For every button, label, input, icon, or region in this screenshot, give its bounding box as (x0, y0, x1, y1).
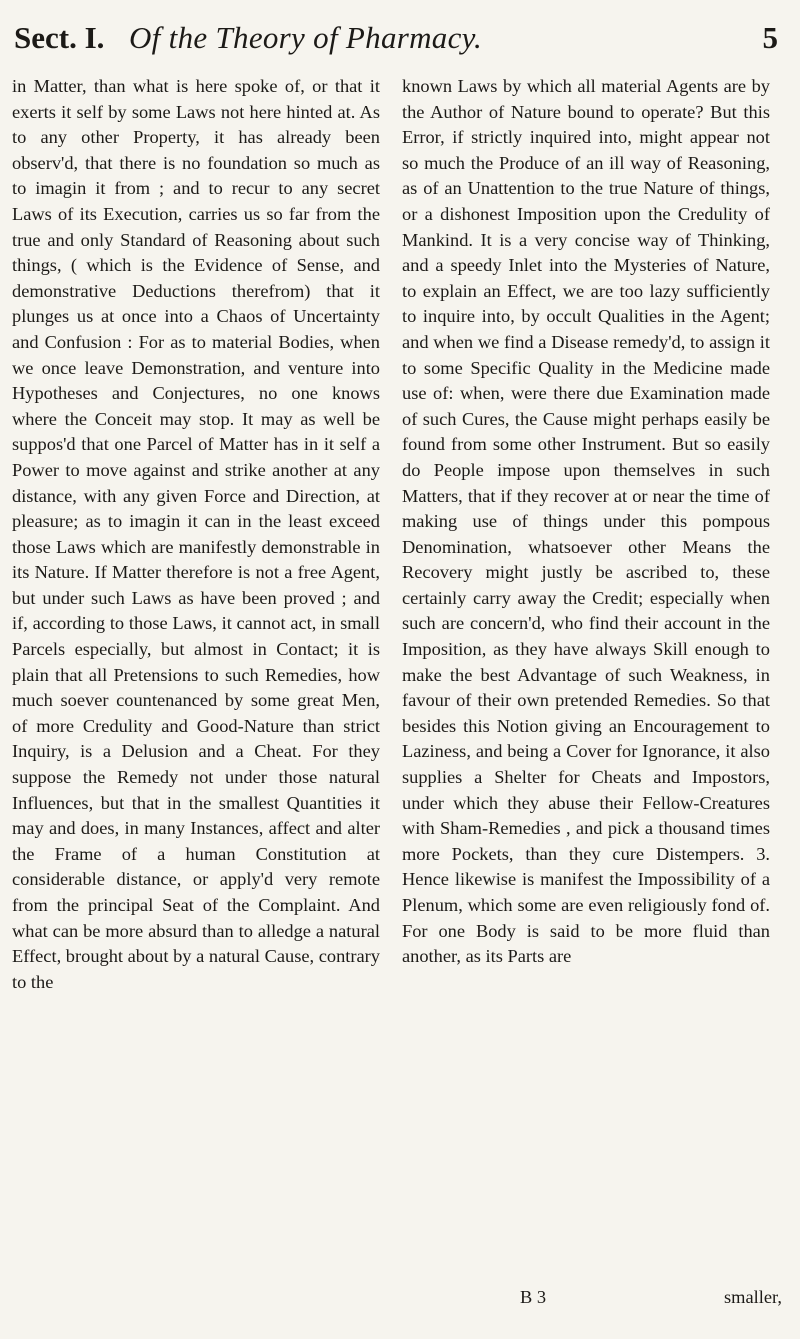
page-number: 5 (762, 20, 778, 55)
left-column (12, 74, 380, 995)
left-column-text: in Matter, than what is here spoke of, or that it exerts it self by some Laws not here hinted at. As to any other Property, it has already been observ'd, that there is no foundation so much as to imagin it from ; and to recur to any secret Laws of its Execution, carries us so far from the true and only Standard of Reasoning about such things, ( which is the Evidence of Sense, and demonstrative Deductions therefrom) that it plunges us at once into a Chaos of Uncertainty and Confusion : For as to material Bodies, when we once leave Demonstration, and venture into Hypotheses and Conjectures, no one knows where the Conceit may stop. It may as well be suppos'd that one Parcel of Matter has in it self a Power to move against and strike another at any distance, with any given Force and Direction, at pleasure; as to imagin it can in the least exceed those Laws which are manifestly demonstrable in its Nature. If Matter therefore is not a free Agent, but under such Laws as have been proved ; and if, according to those Laws, it cannot act, in small Parcels especially, but almost in Contact; it is plain that all Pretensions to such Remedies, how much soever countenanced by some great Men, of more Credulity and Good-Nature than strict Inquiry, is a Delusion and a Cheat. For they suppose the Remedy not under those natural Influences, but that in the smallest Quantities it may and does, in many Instances, affect and alter the Frame of a human Constitution at considerable distance, or apply'd very remote from the principal Seat of the Complaint. And what can be more absurd than to alledge a natural Effect, brought about by a natural Cause, contrary to the (12, 76, 380, 992)
catchword: smaller, (724, 1287, 782, 1307)
running-title: Of the Theory of Pharmacy. (129, 20, 483, 55)
right-column-text: known Laws by which all material Agents are by the Author of Nature bound to operate? But this Error, if strictly inquired into, might appear not so much the Produce of an ill way of Reasoning, as of an Unattention to the true Nature of things, or a dishonest Imposition upon the Credulity of Mankind. It is a very concise way of Thinking, and a speedy Inlet into the Mysteries of Nature, to explain an Effect, we are too lazy sufficiently to inquire into, by occult Qualities in the Agent; and when we find a Disease remedy'd, to assign it to some Specific Quality in the Medicine made use of: when, were there due Examination made of such Cures, the Cause might perhaps easily be found from some other Instrument. But so easily do People impose upon themselves in such Matters, that if they recover at or near the time of making use of things under this pompous Denomination, whatsoever other Means the Recovery might justly be ascribed to, these certainly carry away the Credit; especially when such are concern'd, who find their account in the Imposition, as they have always Skill enough to make the best Advantage of such Weakness, in favour of their own pretended Remedies. So that besides this Notion giving an Encouragement to Laziness, and being a Cover for Ignorance, it also supplies a Shelter for Cheats and Impostors, under which they abuse their Fellow-Creatures with Sham-Remedies , and pick a thousand times more Pockets, than they cure Distempers. 3. Hence likewise is manifest the Impossibility of a Plenum, which some are even religiously fond of. For one Body is said to be more fluid than another, as its Parts are (402, 76, 770, 967)
signature-mark: B 3 (520, 1287, 547, 1307)
right-column (402, 74, 770, 970)
running-header (14, 12, 786, 64)
section-label: Sect. I. (14, 20, 105, 55)
